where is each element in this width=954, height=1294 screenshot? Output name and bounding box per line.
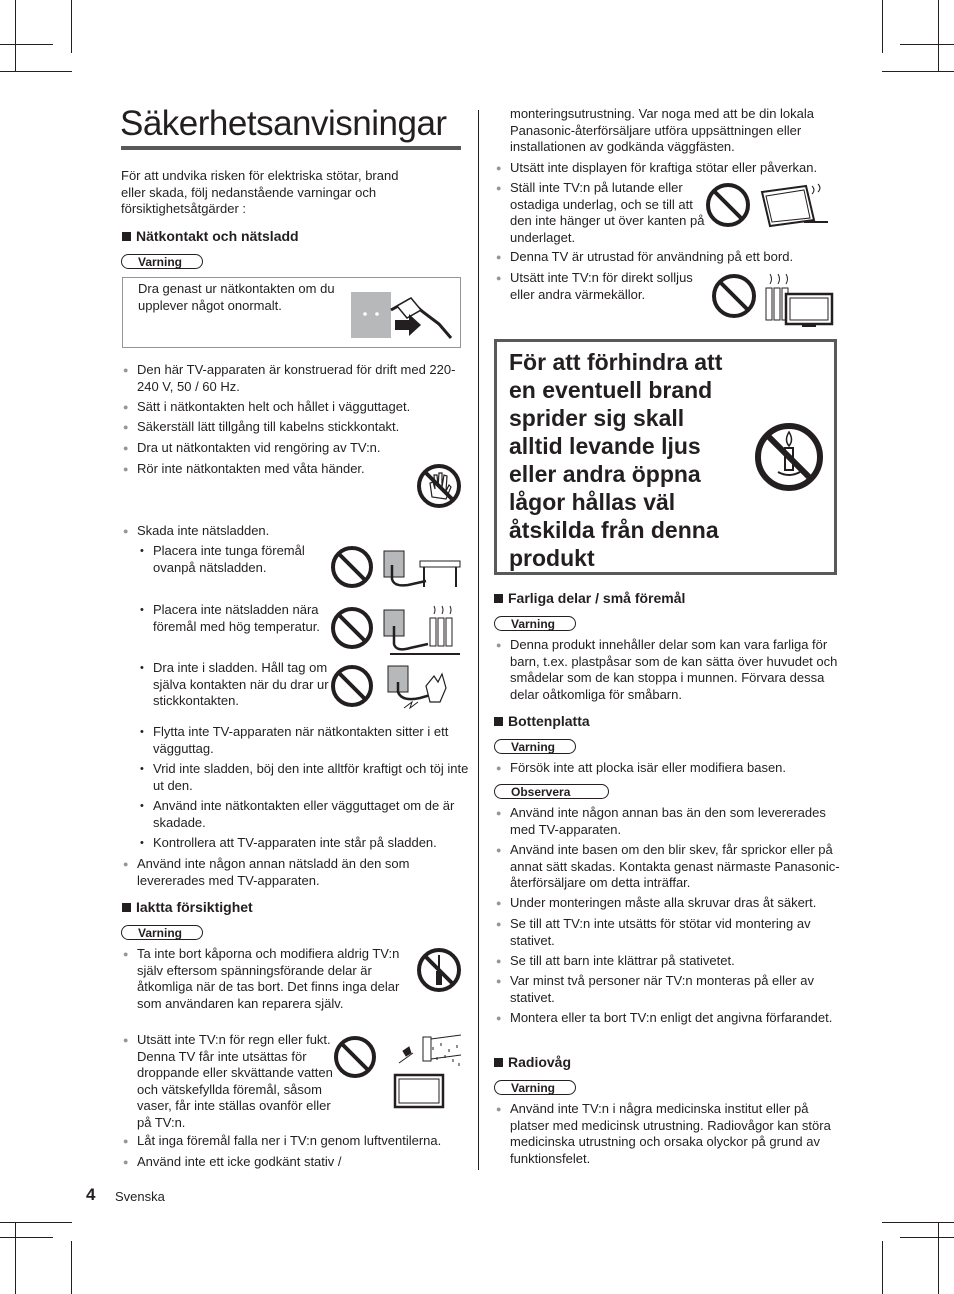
crop-mark — [882, 0, 883, 53]
crop-mark — [900, 44, 954, 45]
warning-tag: Varning — [121, 254, 203, 269]
unplug-icon — [351, 286, 461, 344]
crop-mark — [15, 0, 16, 72]
list-item: ● Utsätt inte TV:n för direkt solljus eller andra värmekällor. — [494, 270, 720, 303]
list-item: ● Den här TV-apparaten är konstruerad för drift med 220-240 V, 50 / 60 Hz. — [121, 362, 467, 395]
section-heading-radio: Radiovåg — [494, 1054, 571, 1071]
crop-mark — [0, 1237, 53, 1238]
warning-tag: Varning — [494, 1080, 576, 1095]
fire-warning-box — [494, 339, 837, 575]
crop-mark — [0, 71, 72, 72]
sub-list-item: • Vrid inte sladden, böj den inte alltför kraftigt och töj inte ut den. — [137, 761, 473, 794]
list-item: ● Använd inte någon annan bas än den som levererades med TV-apparaten. — [494, 805, 850, 838]
no-pull-cord-icon — [330, 662, 462, 716]
no-heat-icon — [712, 270, 836, 330]
crop-mark — [71, 1241, 72, 1294]
column-divider — [478, 110, 479, 1170]
no-water-icon — [333, 1033, 463, 1113]
list-item: ● Använd inte basen om den blir skev, får sprickor eller på annat sätt skadas. Kontakta genast närmaste Panasonic-återförsäljare om detta inträffar. — [494, 842, 850, 892]
no-disassembly-icon — [416, 947, 462, 993]
list-item: ● Rör inte nätkontakten med våta händer. — [121, 461, 427, 478]
list-item: ● Skada inte nätsladden. — [121, 523, 467, 540]
caution-tag: Observera — [494, 784, 609, 799]
crop-mark — [15, 1222, 16, 1294]
list-item: ● Se till att barn inte klättrar på stativetet. — [494, 953, 850, 970]
sub-list-item: • Flytta inte TV-apparaten när nätkontakten sitter i ett vägguttag. — [137, 724, 468, 757]
list-item: ● Sätt i nätkontakten helt och hållet i vägguttaget. — [121, 399, 467, 416]
intro-text: För att undvika risken för elektriska stötar, brand eller skada, följ nedanstående varningar och försiktighetsåtgärder : — [121, 168, 399, 216]
no-candle-icon — [754, 422, 824, 492]
warning-box — [122, 277, 461, 348]
list-item: ● Denna TV är utrustad för användning på ett bord. — [494, 249, 850, 266]
warning-tag: Varning — [494, 616, 576, 631]
crop-mark — [938, 0, 939, 72]
list-item: ● Ta inte bort kåporna och modifiera aldrig TV:n själv eftersom spänningsförande delar är åtkomliga när de tas bort. Det finns inga delar som användaren kan reparera själv. — [121, 946, 402, 1012]
crop-mark — [938, 1222, 939, 1294]
page-language: Svenska — [115, 1189, 165, 1204]
no-heat-cord-icon — [330, 604, 462, 656]
continued-text: monteringsutrustning. Var noga med att be din lokala Panasonic-återförsäljare utföra uppsättningen eller installationen av godkända väggfästen. — [510, 106, 814, 154]
section-heading-base: Bottenplatta — [494, 713, 590, 730]
crop-mark — [882, 1241, 883, 1294]
list-item: ● Ställ inte TV:n på lutande eller ostadiga underlag, och se till att den inte hänger ut över kanten på underlaget. — [494, 180, 705, 246]
title-rule — [121, 146, 461, 150]
unplug-text: Dra genast ur nätkontakten om du upplever något onormalt. — [138, 281, 335, 313]
page-number: 4 — [86, 1185, 96, 1204]
no-wet-hands-icon — [416, 463, 462, 509]
list-item: ● Låt inga föremål falla ner i TV:n genom luftventilerna. — [121, 1133, 482, 1150]
crop-mark — [0, 44, 53, 45]
crop-mark — [900, 1237, 954, 1238]
crop-mark — [882, 71, 954, 72]
no-heavy-object-icon — [330, 545, 462, 593]
crop-mark — [0, 1222, 72, 1223]
sub-list-item: • Placera inte nätsladden nära föremål med hög temperatur. — [137, 602, 333, 635]
list-item: ● Utsätt inte TV:n för regn eller fukt. Denna TV får inte utsättas för droppande eller skvättande vatten och vätskefyllda föremål, såsom vaser, får inte ställas ovanför eller på TV:n. — [121, 1032, 347, 1131]
section-heading-caution: Iaktta försiktighet — [122, 899, 253, 916]
list-item: ● Använd inte TV:n i några medicinska institut eller på platser med medicinsk utrustning. Radiovågor kan störa medicinska utrustning och orsaka olyckor på grund av funktionsfelet. — [494, 1101, 850, 1167]
list-item: ● Försök inte att plocka isär eller modifiera basen. — [494, 760, 850, 777]
no-tilt-icon — [704, 180, 830, 230]
section-heading-parts: Farliga delar / små föremål — [494, 590, 685, 607]
fire-warning-text: För att förhindra att en eventuell brand sprider sig skall alltid levande ljus eller andra öppna lågor hållas väl åtskilda från denna produkt — [509, 349, 723, 571]
list-item: ● Denna produkt innehåller delar som kan vara farliga för barn, t.ex. plastpåsar som de kan sätta över huvudet och smådelar som de kan stoppa i munnen. Förvara dessa delar oåtkomliga för småbarn. — [494, 637, 850, 703]
warning-tag: Varning — [121, 925, 203, 940]
list-item: ● Se till att TV:n inte utsätts för stötar vid montering av stativet. — [494, 916, 850, 949]
list-item: ● Under monteringen måste alla skruvar dras åt säkert. — [494, 895, 850, 912]
sub-list-item: • Kontrollera att TV-apparaten inte står på sladden. — [137, 835, 473, 852]
sub-list-item: • Placera inte tunga föremål ovanpå nätsladden. — [137, 543, 333, 576]
list-item: ● Utsätt inte displayen för kraftiga stötar eller påverkan. — [494, 160, 850, 177]
list-item: ● Montera eller ta bort TV:n enligt det angivna förfarandet. — [494, 1010, 850, 1027]
list-item: ● Använd inte någon annan nätsladd än den som levererades med TV-apparaten. — [121, 856, 457, 889]
list-item: ● Säkerställ lätt tillgång till kabelns stickkontakt. — [121, 419, 467, 436]
list-item: ● Använd inte ett icke godkänt stativ / — [121, 1154, 482, 1171]
crop-mark — [71, 0, 72, 53]
list-item: ● Dra ut nätkontakten vid rengöring av TV:n. — [121, 440, 467, 457]
warning-tag: Varning — [494, 739, 576, 754]
list-item: ● Var minst två personer när TV:n monteras på eller av stativet. — [494, 973, 850, 1006]
sub-list-item: • Dra inte i sladden. Håll tag om själva kontakten när du drar ur stickkontakten. — [137, 660, 333, 710]
section-heading-power: Nätkontakt och nätsladd — [122, 228, 299, 245]
page-title: Säkerhetsanvisningar — [120, 104, 447, 143]
sub-list-item: • Använd inte nätkontakten eller vägguttaget om de är skadade. — [137, 798, 473, 831]
crop-mark — [882, 1222, 954, 1223]
